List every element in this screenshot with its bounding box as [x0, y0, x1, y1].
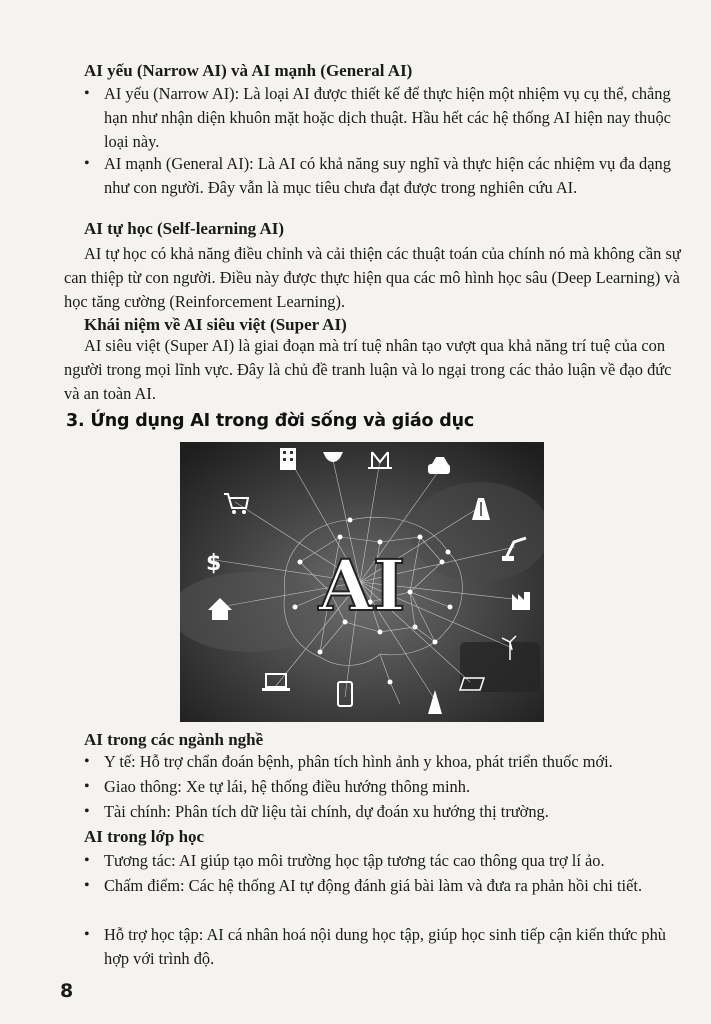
page-number: 8	[60, 980, 74, 1002]
bullet-icon: •	[84, 753, 90, 770]
ai-illustration	[180, 442, 544, 722]
list-item	[84, 800, 684, 824]
list-item-text: Chấm điểm: Các hệ thống AI tự động đánh giá bài làm và đưa ra phản hồi chi tiết.	[104, 876, 643, 895]
bullet-icon: •	[84, 852, 90, 869]
list-item	[84, 750, 684, 774]
building-icon	[280, 448, 296, 470]
svg-text:$: $	[206, 551, 222, 576]
section-title: 3. Ứng dụng AI trong đời sống và giáo dục	[66, 411, 474, 431]
heading-ai-in-industries: AI trong các ngành nghề	[84, 730, 264, 749]
heading-ai-in-classroom: AI trong lớp học	[84, 827, 205, 846]
list-item-text: Tài chính: Phân tích dữ liệu tài chính, dự đoán xu hướng thị trường.	[104, 802, 549, 821]
list-item-text: Hỗ trợ học tập: AI cá nhân hoá nội dung học tập, giúp học sinh tiếp cận kiến thức phù hợp với trình độ.	[104, 925, 666, 968]
bullet-icon: •	[84, 803, 90, 820]
paragraph-super-ai: AI siêu việt (Super AI) là giai đoạn mà trí tuệ nhân tạo vượt qua khả năng trí tuệ của con người trong mọi lĩnh vực. Đây là chủ đề tranh luận và lo ngại trong các thảo luận về đạo đức và an toàn AI.	[64, 336, 672, 403]
list-item-text: AI mạnh (General AI): Là AI có khả năng suy nghĩ và thực hiện các nhiệm vụ đa dạng như con người. Đây vẫn là mục tiêu chưa đạt được trong nghiên cứu AI.	[104, 154, 671, 197]
bullet-icon: •	[84, 85, 90, 102]
list-item-text: Y tế: Hỗ trợ chẩn đoán bệnh, phân tích hình ảnh y khoa, phát triển thuốc mới.	[104, 752, 613, 771]
heading-self-learning-ai: AI tự học (Self-learning AI)	[84, 219, 285, 238]
dollar-icon	[206, 551, 221, 576]
list-item	[84, 849, 684, 873]
list-item-text: Tương tác: AI giúp tạo môi trường học tập tương tác cao thông qua trợ lí ảo.	[104, 851, 605, 870]
bullet-icon: •	[84, 778, 90, 795]
bullet-icon: •	[84, 155, 90, 172]
list-item-text: Giao thông: Xe tự lái, hệ thống điều hướng thông minh.	[104, 777, 471, 796]
figure-center-text: AI	[318, 544, 406, 627]
heading-narrow-general-ai: AI yếu (Narrow AI) và AI mạnh (General AI)	[84, 61, 413, 80]
bullet-icon: •	[84, 926, 90, 943]
list-item	[84, 82, 684, 154]
list-item	[84, 923, 684, 971]
heading-super-ai: Khái niệm về AI siêu việt (Super AI)	[84, 315, 347, 334]
list-item	[84, 874, 684, 898]
paragraph-self-learning-ai: AI tự học có khả năng điều chỉnh và cải thiện các thuật toán của chính nó mà không cần sự can thiệp từ con người. Điều này được thực hiện qua các mô hình học sâu (Deep Learning) và học tăng cường (Reinforcement Learning).	[64, 244, 681, 311]
list-item-text: AI yếu (Narrow AI): Là loại AI được thiết kế để thực hiện một nhiệm vụ cụ thể, chẳng hạn như nhận diện khuôn mặt hoặc dịch thuật. Hầu hết các hệ thống AI hiện nay thuộc loại này.	[104, 84, 671, 151]
list-item	[84, 152, 684, 200]
list-item	[84, 775, 684, 799]
bullet-icon: •	[84, 877, 90, 894]
